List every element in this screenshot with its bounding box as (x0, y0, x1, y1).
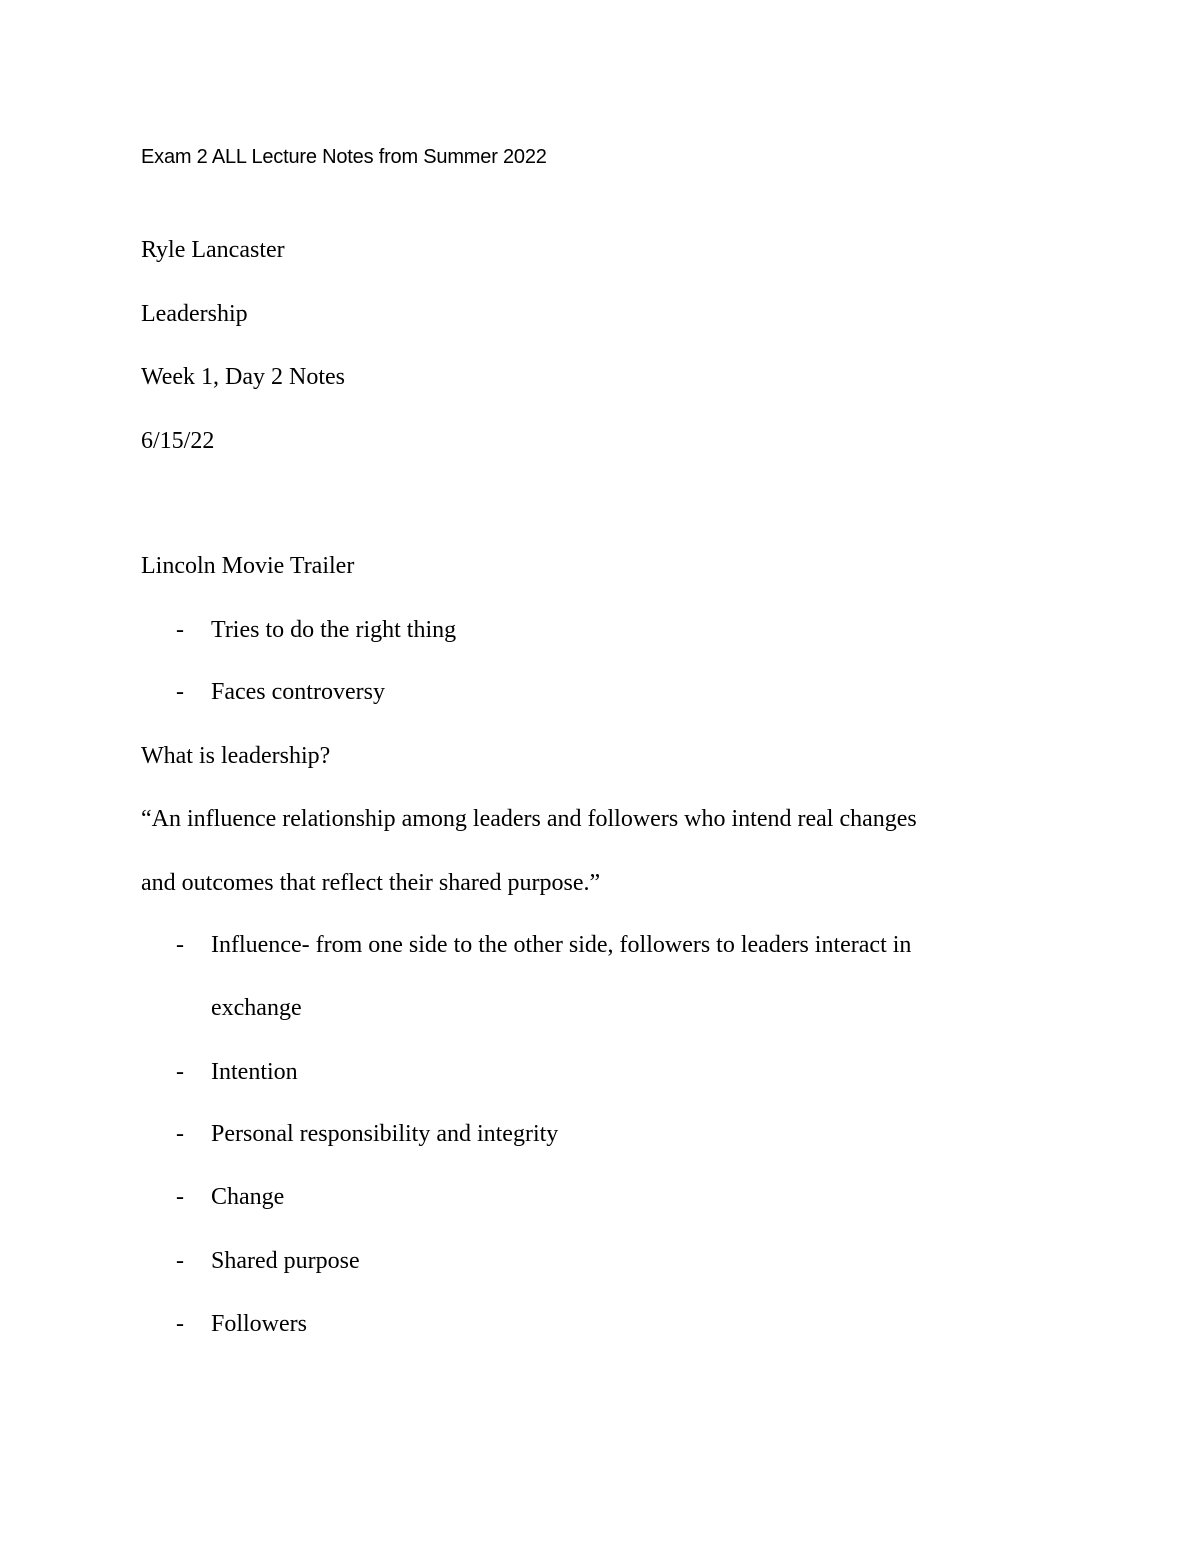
list-item: Followers (211, 1311, 307, 1337)
bullet-marker: - (176, 932, 184, 958)
bullet-marker: - (176, 1311, 184, 1337)
bullet-marker: - (176, 1184, 184, 1210)
document-header: Exam 2 ALL Lecture Notes from Summer 2022 (141, 146, 547, 168)
list-item: Faces controversy (211, 679, 385, 705)
section-heading-what-is-leadership: What is leadership? (141, 743, 331, 769)
list-item: Intention (211, 1059, 298, 1085)
section-heading-lincoln: Lincoln Movie Trailer (141, 553, 355, 579)
bullet-marker: - (176, 1121, 184, 1147)
list-item-line-1: Influence- from one side to the other side, followers to leaders interact in (211, 932, 912, 958)
session-title: Week 1, Day 2 Notes (141, 364, 346, 390)
bullet-marker: - (176, 1059, 184, 1085)
author-name: Ryle Lancaster (141, 237, 285, 263)
list-item: Tries to do the right thing (211, 617, 457, 643)
list-item: Shared purpose (211, 1248, 360, 1274)
list-item: Personal responsibility and integrity (211, 1121, 559, 1147)
bullet-marker: - (176, 617, 184, 643)
course-name: Leadership (141, 301, 248, 327)
list-item: Change (211, 1184, 285, 1210)
definition-quote-line-2: and outcomes that reflect their shared purpose.” (141, 870, 601, 896)
bullet-marker: - (176, 679, 184, 705)
definition-quote-line-1: “An influence relationship among leaders and followers who intend real changes (141, 806, 917, 832)
list-item-line-2: exchange (211, 995, 302, 1021)
document-date: 6/15/22 (141, 428, 215, 454)
bullet-marker: - (176, 1248, 184, 1274)
